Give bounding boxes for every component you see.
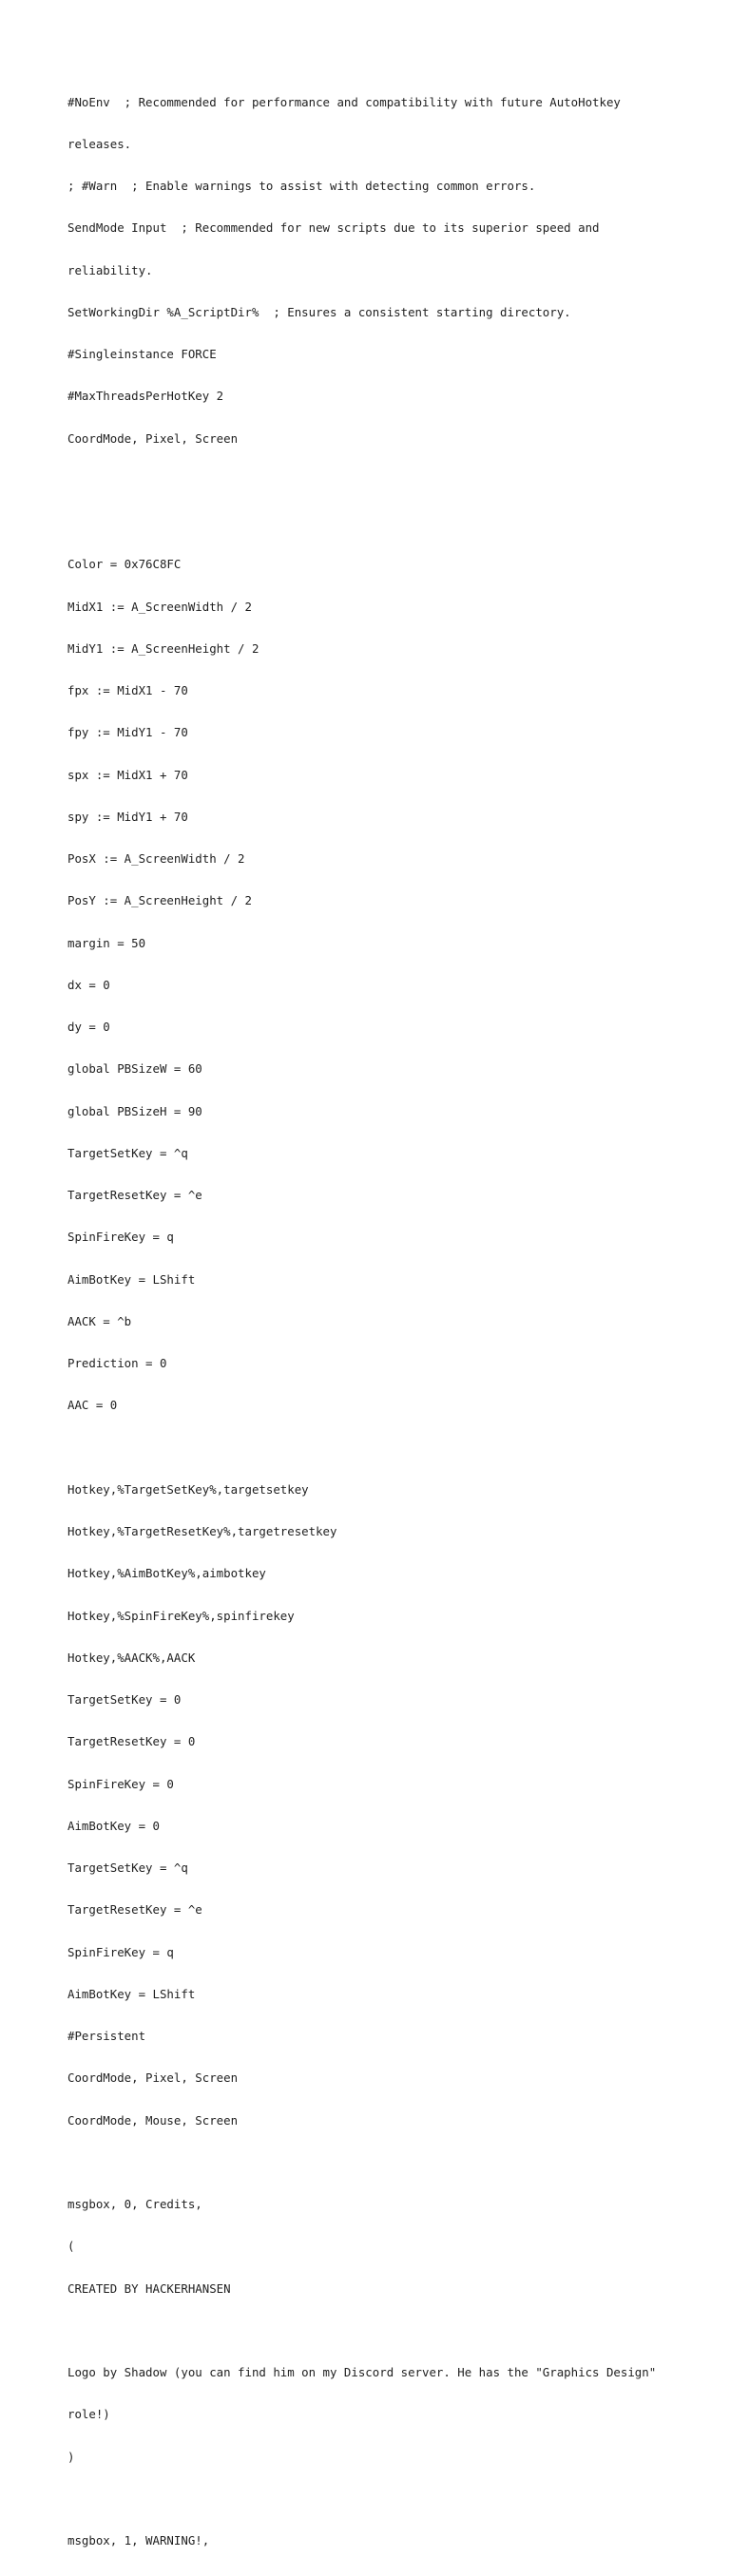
code-line: global PBSizeW = 60: [67, 1061, 202, 1077]
code-line: MidX1 := A_ScreenWidth / 2: [67, 599, 252, 614]
code-line: SetWorkingDir %A_ScriptDir% ; Ensures a consistent starting directory.: [67, 304, 571, 319]
code-line: PosY := A_ScreenHeight / 2: [67, 893, 252, 908]
code-line: TargetSetKey = 0: [67, 1692, 182, 1707]
code-line: Hotkey,%TargetSetKey%,targetsetkey: [67, 1481, 309, 1497]
code-line: dx = 0: [67, 977, 110, 992]
code-line: MidY1 := A_ScreenHeight / 2: [67, 640, 259, 656]
code-line: TargetResetKey = 0: [67, 1734, 196, 1749]
code-line: spx := MidX1 + 70: [67, 767, 188, 782]
code-line: SendMode Input ; Recommended for new scripts due to its superior speed and: [67, 220, 600, 236]
code-line: #Singleinstance FORCE: [67, 347, 217, 361]
code-line: #MaxThreadsPerHotKey 2: [67, 389, 224, 404]
code-line: AACK = ^b: [67, 1313, 132, 1328]
code-line: msgbox, 0, Credits,: [67, 2197, 202, 2211]
code-line: CoordMode, Mouse, Screen: [67, 2112, 239, 2128]
code-line: CREATED BY HACKERHANSEN: [67, 2280, 231, 2296]
code-line: [67, 2324, 695, 2338]
code-line: [67, 2156, 695, 2170]
code-line: SpinFireKey = 0: [67, 1776, 174, 1791]
code-line: TargetSetKey = ^q: [67, 1860, 188, 1875]
code-line: TargetResetKey = ^e: [67, 1188, 202, 1202]
code-line: [67, 2492, 695, 2507]
code-line: role!): [67, 2407, 110, 2422]
code-line: Hotkey,%AACK%,AACK: [67, 1650, 196, 1665]
code-line: ; #Warn ; Enable warnings to assist with detecting common errors.: [67, 179, 536, 193]
code-line: #Persistent: [67, 2029, 146, 2043]
code-line: SpinFireKey = q: [67, 1944, 174, 1959]
code-line: PosX := A_ScreenWidth / 2: [67, 851, 245, 866]
code-line: Logo by Shadow (you can find him on my Discord server. He has the "Graphics Design": [67, 2365, 657, 2379]
code-line: AAC = 0: [67, 1398, 118, 1413]
code-line: AimBotKey = LShift: [67, 1986, 196, 2001]
code-line: Hotkey,%SpinFireKey%,spinfirekey: [67, 1608, 295, 1623]
code-line: [67, 474, 695, 488]
code-line: #NoEnv ; Recommended for performance and compatibility with future AutoHotkey: [67, 94, 621, 109]
code-line: (: [67, 2239, 75, 2254]
code-line: msgbox, 1, WARNING!,: [67, 2533, 210, 2547]
code-line: SpinFireKey = q: [67, 1230, 174, 1245]
code-line: Hotkey,%TargetResetKey%,targetresetkey: [67, 1524, 337, 1538]
code-line: margin = 50: [67, 935, 146, 950]
code-line: Prediction = 0: [67, 1356, 167, 1370]
code-line: spy := MidY1 + 70: [67, 809, 188, 824]
code-line: Color = 0x76C8FC: [67, 557, 182, 572]
code-line: ): [67, 2449, 75, 2464]
code-line: global PBSizeH = 90: [67, 1103, 202, 1118]
code-line: TargetSetKey = ^q: [67, 1145, 188, 1160]
code-line: CoordMode, Pixel, Screen: [67, 430, 239, 446]
code-line: [67, 516, 695, 530]
code-line: fpx := MidX1 - 70: [67, 683, 188, 697]
script-text: [67, 67, 695, 2576]
code-line: AimBotKey = 0: [67, 1818, 160, 1833]
code-line: Hotkey,%AimBotKey%,aimbotkey: [67, 1566, 266, 1581]
code-line: dy = 0: [67, 1020, 110, 1034]
code-line: TargetResetKey = ^e: [67, 1902, 202, 1918]
code-line: releases.: [67, 136, 132, 151]
code-line: [67, 1441, 695, 1456]
code-line: CoordMode, Pixel, Screen: [67, 2070, 239, 2086]
code-line: reliability.: [67, 262, 153, 277]
code-line: AimBotKey = LShift: [67, 1271, 196, 1287]
code-line: fpy := MidY1 - 70: [67, 725, 188, 740]
